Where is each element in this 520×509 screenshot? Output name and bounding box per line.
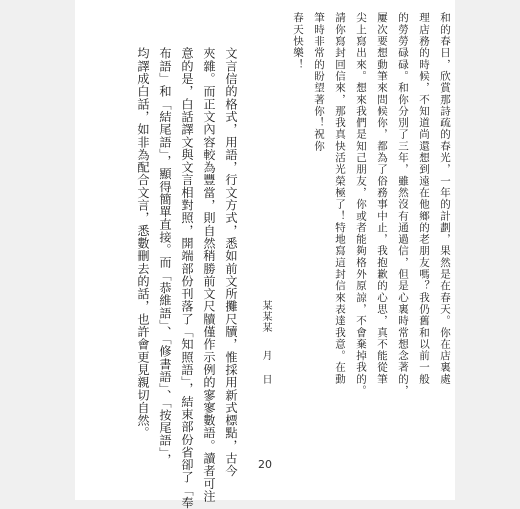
- letter-line-3: 的勞勞碌碌。和你分別了三年，雖然沒有通過信，但是心裏時常想念著的，: [397, 12, 409, 397]
- letter-line-8: 春天快樂！: [292, 12, 304, 71]
- body-line-2: 夾雜。而正文內容較為豐當，則自然稍勝前文尺牘僅作示例的寥寥數語。讀者可注: [202, 47, 216, 503]
- signature-month: 月: [260, 350, 271, 360]
- body-line-3: 意的是，白話譯文與文言相對照，開端部份刊落了「知照語」，結束部份省卻了「奉: [180, 47, 194, 509]
- letter-line-1: 和的春日，欣賞那詩疏的春光，一年的計劃，果然是在春天。你在店裏處: [439, 12, 451, 385]
- page-number: 20: [258, 458, 272, 471]
- body-line-5: 均譯成白話，如非為配合文言，悉數刪去的話，也許會更見親切自然。: [136, 47, 150, 440]
- letter-line-5: 尖上寫出來。想來我們是知己朋友，你或者能夠格外原諒，不會棄掉我的。: [355, 12, 367, 397]
- letter-line-7: 筆時非常的盼望著你！祝你: [313, 12, 325, 152]
- signature-day: 日: [260, 374, 271, 384]
- body-line-1: 文言信的格式，用語，行文方式，悉如前文所攤尺牘，惟採用新式標點，古今: [224, 47, 238, 478]
- body-line-4: 布語」和「結尾語」，顯得簡單直接。而「恭維語」、「修書語」、「按尾語」，: [158, 47, 172, 466]
- letter-line-4: 屢次要想動筆來問候你，都為了俗務事中止，我抱歉的心思，真不能從筆: [376, 12, 388, 385]
- book-page: [75, 0, 455, 509]
- letter-line-6: 請你寫封回信來，那我真快活光榮極了！特地寫這封信來表達我意。在動: [334, 12, 346, 385]
- signature-name: 某某某: [260, 300, 271, 333]
- letter-line-2: 理店務的時候，不知道尚還想到遠在他鄉的老朋友嗎？我仍舊和以前一般: [418, 12, 430, 385]
